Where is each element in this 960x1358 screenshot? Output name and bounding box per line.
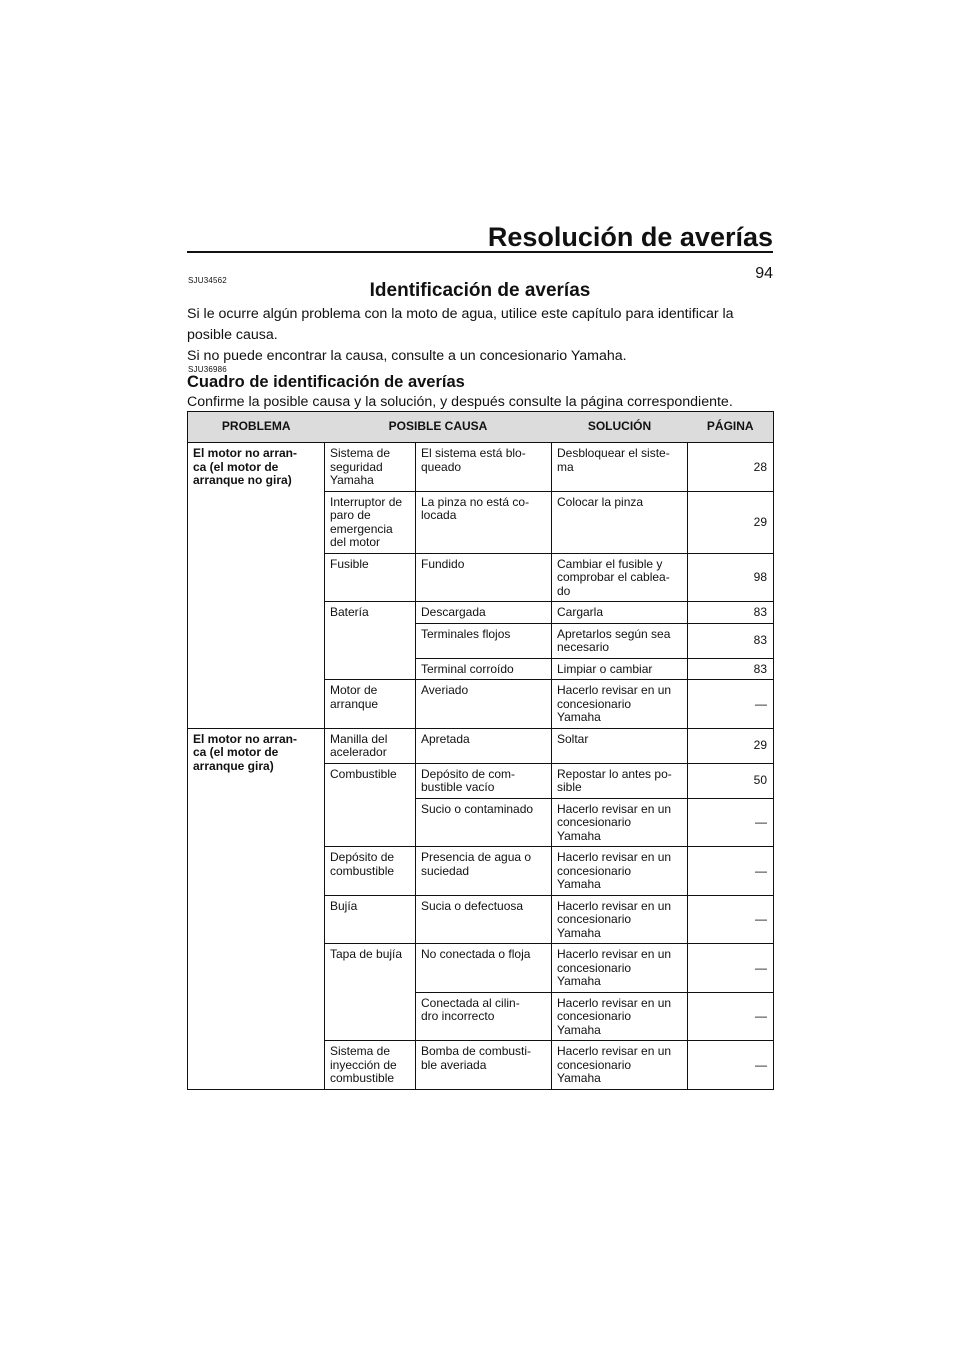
solution-cell: Cargarla: [552, 602, 688, 624]
table-body: [188, 443, 774, 1090]
page-header-title: Resolución de averías: [487, 222, 773, 252]
solution-cell: Colocar la pinza: [552, 491, 688, 553]
table-row: [188, 728, 774, 763]
cause-component-cell: Depósito de combustible: [325, 847, 416, 896]
cause-component-cell: Motor de arranque: [325, 680, 416, 729]
cause-component-cell: Tapa de bujía: [325, 944, 416, 1041]
solution-cell: Desbloquear el siste- ma: [552, 443, 688, 492]
solution-cell: Hacerlo revisar en un concesionario Yamaha: [552, 895, 688, 944]
cause-detail-cell: Depósito de com- bustible vacío: [416, 763, 552, 798]
cause-component-cell: Manilla del acelerador: [325, 728, 416, 763]
subsection-code: SJU36986: [188, 365, 227, 374]
troubleshooting-table: [187, 411, 774, 1090]
solution-cell: Hacerlo revisar en un concesionario Yamaha: [552, 992, 688, 1041]
page-cell: —: [688, 944, 774, 993]
cause-component-cell: Fusible: [325, 553, 416, 602]
page-cell: —: [688, 798, 774, 847]
table-header: [188, 412, 774, 443]
cause-detail-cell: Sucio o contaminado: [416, 798, 552, 847]
solution-cell: Hacerlo revisar en un concesionario Yamaha: [552, 798, 688, 847]
cause-detail-cell: Averiado: [416, 680, 552, 729]
cause-detail-cell: Sucia o defectuosa: [416, 895, 552, 944]
cause-component-cell: Interruptor de paro de emergencia del motor: [325, 491, 416, 553]
cause-detail-cell: Apretada: [416, 728, 552, 763]
page-cell: 98: [688, 553, 774, 602]
header-pagina: PÁGINA: [688, 412, 774, 443]
section-intro: Si le ocurre algún problema con la moto de agua, utilice este capítulo para identificar la posible causa. Si no puede encontrar la causa, consulte a un concesionario Yamaha.: [187, 306, 734, 364]
problem-cell: El motor no arran- ca (el motor de arranque no gira): [188, 443, 325, 729]
cause-component-cell: Combustible: [325, 763, 416, 847]
solution-cell: Soltar: [552, 728, 688, 763]
subsection-text: Confirme la posible causa y la solución, y después consulte la página correspondiente.: [187, 394, 733, 410]
page-cell: —: [688, 895, 774, 944]
page-cell: —: [688, 847, 774, 896]
page-cell: 28: [688, 443, 774, 492]
cause-detail-cell: Bomba de combusti- ble averiada: [416, 1041, 552, 1090]
solution-cell: Cambiar el fusible y comprobar el cablea- do: [552, 553, 688, 602]
page-cell: —: [688, 992, 774, 1041]
solution-cell: Hacerlo revisar en un concesionario Yamaha: [552, 1041, 688, 1090]
cause-detail-cell: Fundido: [416, 553, 552, 602]
page-cell: 83: [688, 658, 774, 680]
table-row: [188, 443, 774, 492]
page-cell: 50: [688, 763, 774, 798]
cause-component-cell: Batería: [325, 602, 416, 680]
cause-component-cell: Sistema de inyección de combustible: [325, 1041, 416, 1090]
cause-detail-cell: Descargada: [416, 602, 552, 624]
section-code: SJU34562: [188, 276, 227, 285]
solution-cell: Hacerlo revisar en un concesionario Yamaha: [552, 680, 688, 729]
page-cell: 29: [688, 491, 774, 553]
header-problema: PROBLEMA: [188, 412, 325, 443]
header-solucion: SOLUCIÓN: [552, 412, 688, 443]
header-posible-causa: POSIBLE CAUSA: [325, 412, 552, 443]
cause-detail-cell: No conectada o floja: [416, 944, 552, 993]
cause-detail-cell: Conectada al cilin- dro incorrecto: [416, 992, 552, 1041]
cause-component-cell: Sistema de seguridad Yamaha: [325, 443, 416, 492]
solution-cell: Apretarlos según sea necesario: [552, 623, 688, 658]
solution-cell: Repostar lo antes po- sible: [552, 763, 688, 798]
page-cell: 83: [688, 623, 774, 658]
solution-cell: Hacerlo revisar en un concesionario Yamaha: [552, 847, 688, 896]
page-cell: 83: [688, 602, 774, 624]
header-rule: [187, 251, 773, 253]
page-number: 94: [755, 265, 773, 282]
problem-cell: El motor no arran- ca (el motor de arranque gira): [188, 728, 325, 1089]
section-title: Identificación de averías: [369, 280, 591, 301]
solution-cell: Hacerlo revisar en un concesionario Yamaha: [552, 944, 688, 993]
cause-detail-cell: La pinza no está co- locada: [416, 491, 552, 553]
solution-cell: Limpiar o cambiar: [552, 658, 688, 680]
subsection-title: Cuadro de identificación de averías: [187, 373, 465, 391]
cause-component-cell: Bujía: [325, 895, 416, 944]
page-cell: —: [688, 680, 774, 729]
cause-detail-cell: Presencia de agua o suciedad: [416, 847, 552, 896]
page-cell: —: [688, 1041, 774, 1090]
page-cell: 29: [688, 728, 774, 763]
cause-detail-cell: El sistema está blo- queado: [416, 443, 552, 492]
cause-detail-cell: Terminales flojos: [416, 623, 552, 658]
cause-detail-cell: Terminal corroído: [416, 658, 552, 680]
